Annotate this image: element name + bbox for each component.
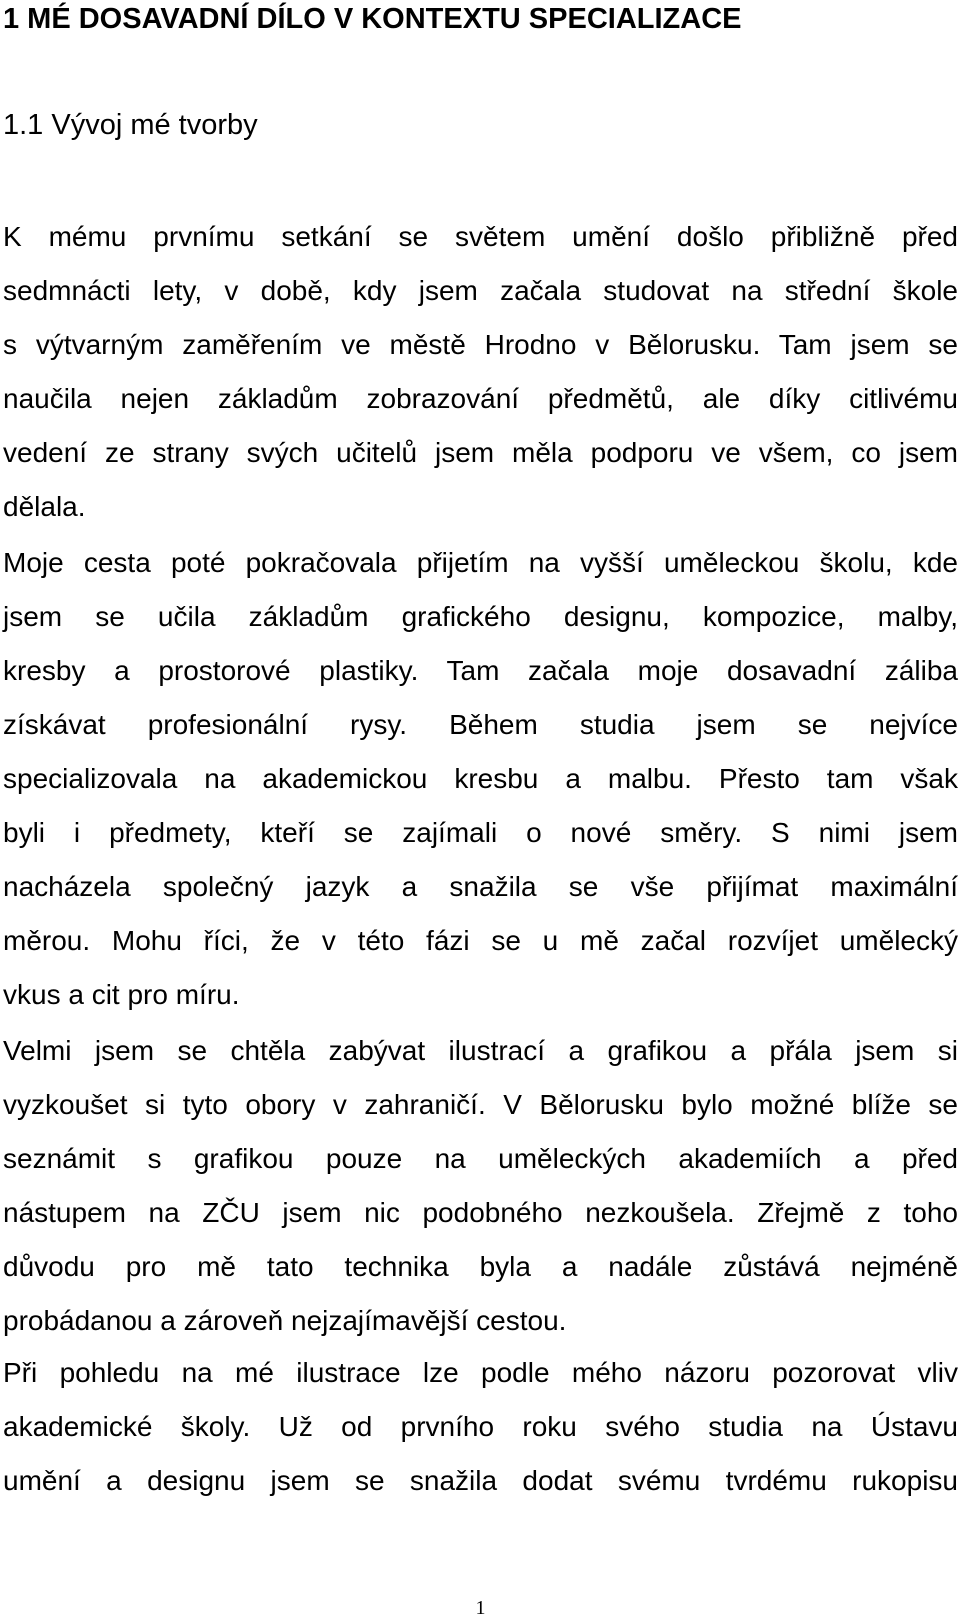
text-line: vedení ze strany svých učitelů jsem měla podporu ve všem, co jsem	[3, 437, 958, 468]
paragraph-1	[3, 210, 958, 534]
text-line: kresby a prostorové plastiky. Tam začala moje dosavadní záliba	[3, 655, 958, 686]
text-line: Moje cesta poté pokračovala přijetím na vyšší uměleckou školu, kde	[3, 547, 958, 578]
text-line: jsem se učila základům grafického designu, kompozice, malby,	[3, 601, 958, 632]
text-line: měrou. Mohu říci, že v této fázi se u mě začal rozvíjet umělecký	[3, 925, 958, 956]
chapter-heading: 1 MÉ DOSAVADNÍ DÍLO V KONTEXTU SPECIALIZACE	[3, 3, 742, 35]
text-line: nástupem na ZČU jsem nic podobného nezkoušela. Zřejmě z toho	[3, 1197, 958, 1228]
text-line: vkus a cit pro míru.	[3, 979, 240, 1010]
text-line: Velmi jsem se chtěla zabývat ilustrací a grafikou a přála jsem si	[3, 1035, 958, 1066]
text-line: nacházela společný jazyk a snažila se vše přijímat maximální	[3, 871, 958, 902]
text-line: specializovala na akademickou kresbu a malbu. Přesto tam však	[3, 763, 958, 794]
text-line: byli i předmety, kteří se zajímali o nové směry. S nimi jsem	[3, 817, 958, 848]
paragraph-2	[3, 536, 958, 1022]
text-line: s výtvarným zaměřením ve městě Hrodno v Bělorusku. Tam jsem se	[3, 329, 958, 360]
text-line: vyzkoušet si tyto obory v zahraničí. V Bělorusku bylo možné blíže se	[3, 1089, 958, 1120]
section-heading: 1.1 Vývoj mé tvorby	[3, 109, 258, 141]
text-line: akademické školy. Už od prvního roku svého studia na Ústavu	[3, 1411, 958, 1442]
paragraph-3	[3, 1024, 958, 1348]
text-line: umění a designu jsem se snažila dodat svému tvrdému rukopisu	[3, 1465, 958, 1496]
text-line: získávat profesionální rysy. Během studia jsem se nejvíce	[3, 709, 958, 740]
text-line: sedmnácti lety, v době, kdy jsem začala studovat na střední škole	[3, 275, 958, 306]
text-line: seznámit s grafikou pouze na uměleckých akademiích a před	[3, 1143, 958, 1174]
text-line: Při pohledu na mé ilustrace lze podle mého názoru pozorovat vliv	[3, 1357, 958, 1388]
paragraph-4	[3, 1346, 958, 1508]
text-line: probádanou a zároveň nejzajímavější cestou.	[3, 1305, 567, 1336]
text-line: K mému prvnímu setkání se světem umění došlo přibližně před	[3, 221, 958, 252]
text-line: dělala.	[3, 491, 86, 522]
text-line: naučila nejen základům zobrazování předmětů, ale díky citlivému	[3, 383, 958, 414]
page-number: 1	[475, 1597, 486, 1619]
text-line: důvodu pro mě tato technika byla a nadále zůstává nejméně	[3, 1251, 958, 1282]
